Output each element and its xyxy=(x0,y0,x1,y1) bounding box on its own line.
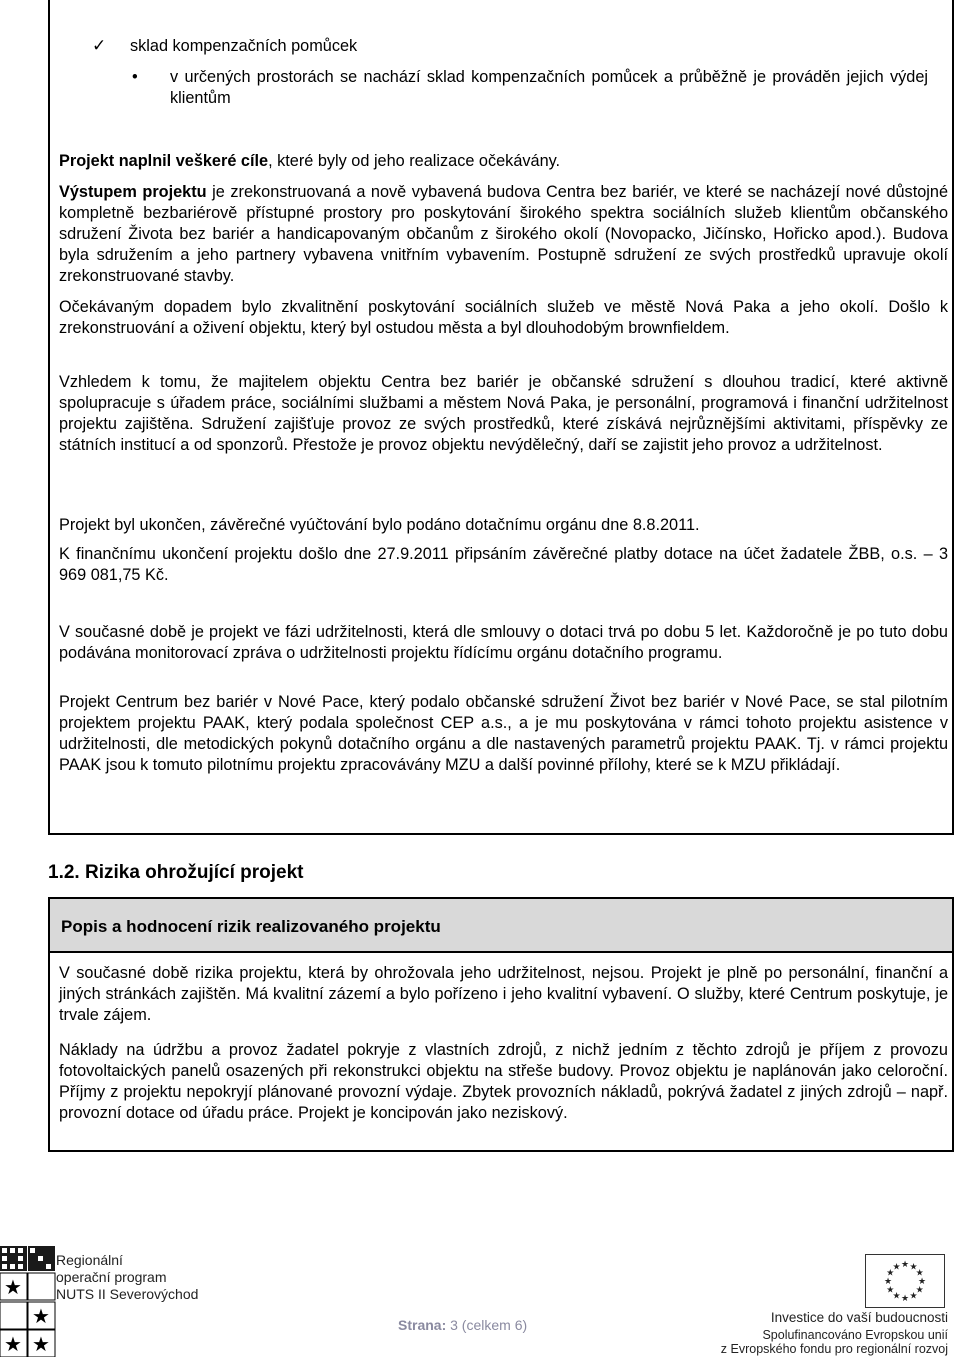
eu-star-icon: ★ xyxy=(909,1291,918,1302)
checkmark-icon: ✓ xyxy=(92,36,107,55)
bullet-item xyxy=(132,67,928,109)
page-number-value: 3 (celkem 6) xyxy=(446,1317,528,1333)
paragraph-sustainability: Vzhledem k tomu, že majitelem objektu Centra bez bariér je občanské sdružení s dlouhou tradicí, které aktivně spolupracuje s úřadem práce, sociálními službami a městem Nová Paka, je personální, programová i finanční udržitelnost projektu zajištěna. Sdružení zajišťuje provoz ze svých prostředků, které získává nejrůznějšími aktivitami, příspěvky ze státních institucí a od sponzorů. Přestože je provoz objektu nevýdělečný, daří se zajistit jeho provoz a udržitelnost. xyxy=(59,373,948,454)
svg-text:★: ★ xyxy=(4,1275,22,1299)
paragraph-financial-completion: K finančnímu ukončení projektu došlo dne 27.9.2011 připsáním závěrečné platby dotace na účet žadatele ŽBB, o.s. – 3 969 081,75 Kč. xyxy=(59,545,948,584)
rop-logo-grid-icon xyxy=(0,1246,56,1357)
page-number xyxy=(398,1317,527,1333)
rop-logo-line1: Regionální xyxy=(56,1252,123,1268)
risk-assessment-title: Popis a hodnocení rizik realizovaného projektu xyxy=(61,917,441,936)
svg-text:★: ★ xyxy=(32,1304,50,1328)
paragraph-outputs-bold: Výstupem projektu xyxy=(59,183,207,201)
eu-star-icon: ★ xyxy=(915,1268,924,1279)
paragraph-goals xyxy=(59,151,948,172)
paragraph-goals-bold: Projekt naplnil veškeré cíle xyxy=(59,152,269,170)
eu-star-icon: ★ xyxy=(892,1262,901,1273)
eu-star-icon: ★ xyxy=(886,1268,895,1279)
rop-logo-line3: NUTS II Severovýchod xyxy=(56,1286,199,1302)
eu-star-icon: ★ xyxy=(900,1260,910,1270)
eu-logo xyxy=(700,1246,960,1357)
risk-assessment-header xyxy=(50,897,952,953)
paragraph-outputs xyxy=(59,182,948,287)
paragraph-outputs-rest: je zrekonstruovaná a nově vybavená budova Centra bez bariér, ve které se nacházejí nové důstojné kompletně bezbariérově přístupné prostory pro poskytování širokého spektra sociálních služeb klientům občanského sdružení Života bez bariér a handicapovaným občanům z širokého okolí (Novopacko, Jičínsko, Hořicko apod.). Budova byla sdružením a jeho partnery vybavena vnitřním vybavením. Postupně sdružení ze svých prostředků upravuje okolí zrekonstruované stavby. xyxy=(59,183,948,285)
bullet-icon: • xyxy=(132,68,138,86)
rop-logo-line2: operační program xyxy=(56,1269,167,1285)
paragraph-completion: Projekt byl ukončen, závěrečné vyúčtování bylo podáno dotačnímu orgánu dne 8.8.2011. xyxy=(59,516,700,534)
paragraph-goals-rest: , které byly od jeho realizace očekávány. xyxy=(268,152,561,170)
eu-flag-icon xyxy=(865,1254,945,1308)
eu-cofinanced: Spolufinancováno Evropskou unií xyxy=(762,1328,948,1342)
svg-text:★: ★ xyxy=(32,1332,50,1356)
checklist-item-label: sklad kompenzačních pomůcek xyxy=(130,37,358,55)
paragraph-impact: Očekávaným dopadem bylo zkvalitnění poskytování sociálních služeb ve městě Nová Paka a jeho okolí. Došlo k zrekonstruování a oživení objektu, který byl ostudou města a byl dlouhodobým brownfieldem. xyxy=(59,298,948,337)
eu-star-icon: ★ xyxy=(900,1294,910,1304)
svg-text:★: ★ xyxy=(4,1332,22,1356)
paragraph-risks: V současné době rizika projektu, která by ohrožovala jeho udržitelnost, nejsou. Projekt je plně po personální, finanční a jiných stránkách zajištěn. Má kvalitní zázemí a bylo pořízeno i jeho kvalitní vybavení. O služby, které Centrum poskytuje, je trvale zájem. xyxy=(59,964,948,1024)
paragraph-pilot-project: Projekt Centrum bez bariér v Nové Pace, který podalo občanské sdružení Život bez bariér v Nové Pace, se stal pilotním projektem projektu PAAK, který podala společnost CEP a.s., a je mu poskytována v rámci tohoto projektu asistence v udržitelnosti, dle metodických pokynů dotačního orgánu a dle nastavených parametrů projektu PAAK. Tj. v rámci projektu PAAK jsou k tomuto pilotnímu projektu zpracovávány MZU a další povinné přílohy, které se k MZU přikládají. xyxy=(59,693,948,774)
eu-star-icon: ★ xyxy=(883,1277,893,1287)
eu-star-icon: ★ xyxy=(917,1277,927,1287)
eu-star-icon: ★ xyxy=(915,1285,924,1296)
eu-fund: z Evropského fondu pro regionální rozvoj xyxy=(720,1342,948,1356)
paragraph-current-phase: V současné době je projekt ve fázi udržitelnosti, která dle smlouvy o dotaci trvá po dobu 5 let. Každoročně je po tuto dobu podávána monitorovací zpráva o udržitelnosti projektu řídícímu orgánu dotačního programu. xyxy=(59,623,948,662)
eu-slogan: Investice do vaší budoucnosti xyxy=(770,1310,948,1325)
bullet-item-text: v určených prostorách se nachází sklad kompenzačních pomůcek a průběžně je prováděn jejich výdej klientům xyxy=(170,68,928,107)
page-number-label: Strana: xyxy=(398,1317,447,1333)
section-title: 1.2. Rizika ohrožující projekt xyxy=(48,862,304,883)
eu-star-icon: ★ xyxy=(892,1291,901,1302)
rop-logo-text xyxy=(56,1252,198,1303)
eu-star-icon: ★ xyxy=(909,1262,918,1273)
rop-logo xyxy=(0,1246,220,1357)
eu-star-icon: ★ xyxy=(886,1285,895,1296)
paragraph-costs: Náklady na údržbu a provoz žadatel pokryje z vlastních zdrojů, z nichž jedním z těchto zdrojů je příjem z provozu fotovoltaických panelů osazených při rekonstrukci objektu na střeše budovy. Provoz objektu je naplánován jako celoroční. Příjmy z projektu nepokryjí plánované provozní výdaje. Zbytek provozních nákladů, pokrývá žadatel z jiných zdrojů – např. provozní dotace od úřadu práce. Projekt je koncipován jako neziskový. xyxy=(59,1041,948,1122)
